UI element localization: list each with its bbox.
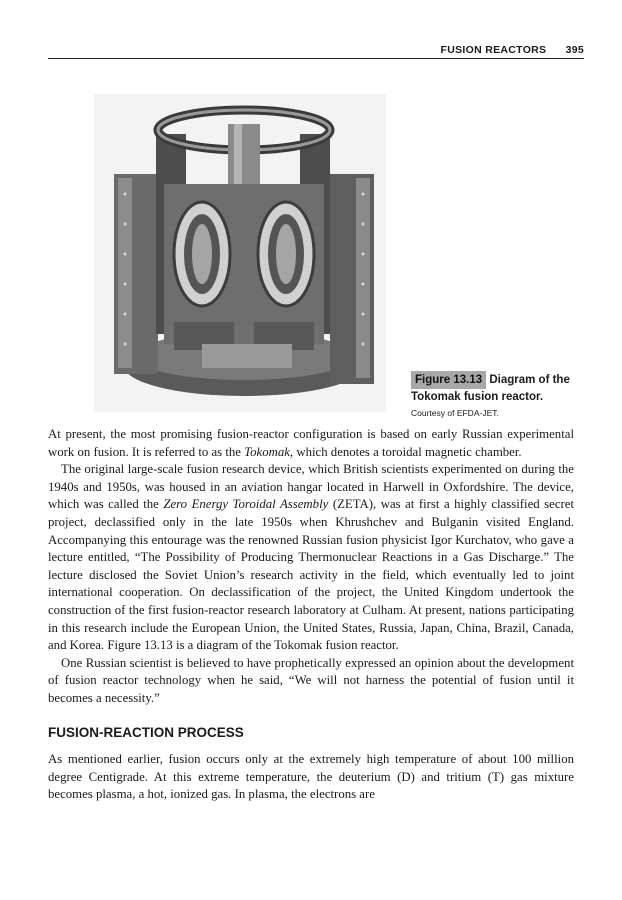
paragraph-zeta-text-1: The original large-scale fusion research device, which British scientists experimented on during the 1940s and 1950s, was housed in an aviation hangar located in Harwell in Oxfordshire. The device, which was called the [48,462,574,512]
paragraph-intro-text-1: At present, the most promising fusion-reactor configuration is based on early Russian experimental work on fusion. It is referred to as the [48,427,574,459]
reactor-figure [94,94,386,412]
paragraph-process: As mentioned earlier, fusion occurs only at the extremely high temperature of about 100 million degree Centigrade. At this extreme temperature, the deuterium (D) and tritium (T) gas mixture becomes plasma, a hot, ionized gas. In plasma, the electrons are [48,752,574,802]
page-number: 395 [565,44,584,56]
section-heading: FUSION-REACTION PROCESS [48,724,244,740]
header-rule [48,58,584,59]
paragraph-zeta [48,461,574,655]
running-title: FUSION REACTORS [440,44,547,56]
figure-caption-title [411,371,581,405]
figure-caption [411,371,581,418]
paragraph-intro [48,426,574,461]
figure-title: Diagram of the Tokomak fusion reactor. [411,374,570,403]
paragraph-intro-text-2: which denotes a toroidal magnetic chamber. [293,444,522,459]
paragraph-quote: One Russian scientist is believed to have prophetically expressed an opinion about the development of fusion reactor technology when he said, “We will not harness the potential of fusion until it becomes a necessity.” [48,655,574,705]
body-text [48,426,574,804]
tokomak-illustration [94,94,386,412]
figure-credit: Courtesy of EFDA-JET. [411,408,499,418]
paragraph-zeta-text-2: (ZETA), was at first a highly classified secret project, declassified only in the late 1950s when Khrushchev and Bulganin visited England. Accompanying this entourage was the renowned Russian fusion physicist Igor Kurchatov, who gave a lecture entitled, “The Possibility of Producing Thermonuclear Reactions in a Gas Discharge.” The lecture disclosed the Soviet Union’s research activity in the field, which eventually led to joint international cooperation. On declassification of the project, the United Kingdom undertook the construction of the first fusion-reactor research laboratory at Culham. At present, nations participating in this research include the European Union, the United States, Russia, Japan, China, Brazil, Canada, and Korea. Figure 13.13 is a diagram of the Tokomak fusion reactor. [48,497,575,653]
term-tokomak: Tokomak, [244,444,294,459]
figure-number: Figure 13.13 [411,371,486,389]
running-header [441,44,584,56]
term-zeta: Zero Energy Toroidal Assembly [163,497,329,512]
